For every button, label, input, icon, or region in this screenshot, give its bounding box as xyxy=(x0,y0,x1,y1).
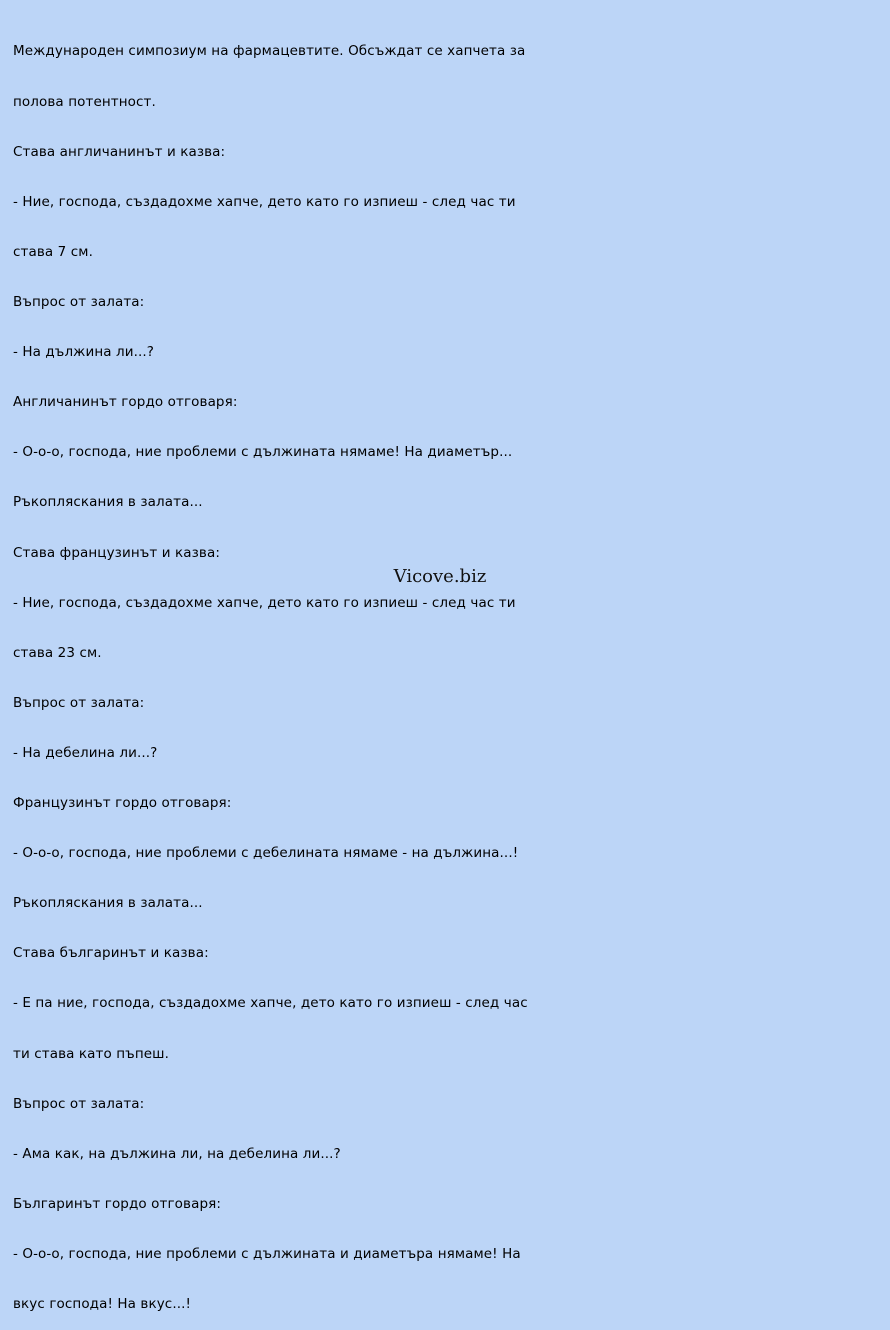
joke-text xyxy=(13,10,583,1330)
joke-line: Става французинът и казва: xyxy=(13,544,220,561)
joke-line: Международен симпозиум на фармацевтите. Обсъждат се хапчета за xyxy=(13,43,526,60)
site-caption: Vicove.biz xyxy=(393,566,487,587)
joke-line: Българинът гордо отговаря: xyxy=(13,1195,222,1212)
joke-line: вкус господа! На вкус...! xyxy=(13,1296,192,1313)
joke-line: полова потентност. xyxy=(13,93,156,110)
joke-line: - Ние, господа, създадохме хапче, дето като го изпиеш - след час ти xyxy=(13,193,516,210)
joke-line: Въпрос от залата: xyxy=(13,1095,145,1112)
joke-line: - О-о-о, господа, ние проблеми с дължината нямаме! На диаметър... xyxy=(13,444,513,461)
joke-line: Французинът гордо отговаря: xyxy=(13,795,232,812)
joke-line: - О-о-о, господа, ние проблеми с дължината и диаметъра нямаме! На xyxy=(13,1246,521,1263)
joke-line: става 23 см. xyxy=(13,644,102,661)
joke-line: Англичанинът гордо отговаря: xyxy=(13,394,238,411)
joke-line: става 7 см. xyxy=(13,243,93,260)
joke-line: - Ние, господа, създадохме хапче, дето като го изпиеш - след час ти xyxy=(13,594,516,611)
joke-line: Ръкопляскания в залата... xyxy=(13,895,203,912)
joke-line: - Ама как, на дължина ли, на дебелина ли...? xyxy=(13,1145,341,1162)
joke-line: - На дължина ли...? xyxy=(13,344,155,361)
joke-line: Става англичанинът и казва: xyxy=(13,143,226,160)
joke-line: Въпрос от залата: xyxy=(13,694,145,711)
joke-line: Става българинът и казва: xyxy=(13,945,209,962)
joke-line: - Е па ние, господа, създадохме хапче, дето като го изпиеш - след час xyxy=(13,995,528,1012)
joke-line: - О-о-о, господа, ние проблеми с дебелината нямаме - на дължина...! xyxy=(13,845,519,862)
joke-line: Въпрос от залата: xyxy=(13,293,145,310)
joke-line: Ръкопляскания в залата... xyxy=(13,494,203,511)
joke-line: - На дебелина ли...? xyxy=(13,744,158,761)
joke-line: ти става като пъпеш. xyxy=(13,1045,169,1062)
